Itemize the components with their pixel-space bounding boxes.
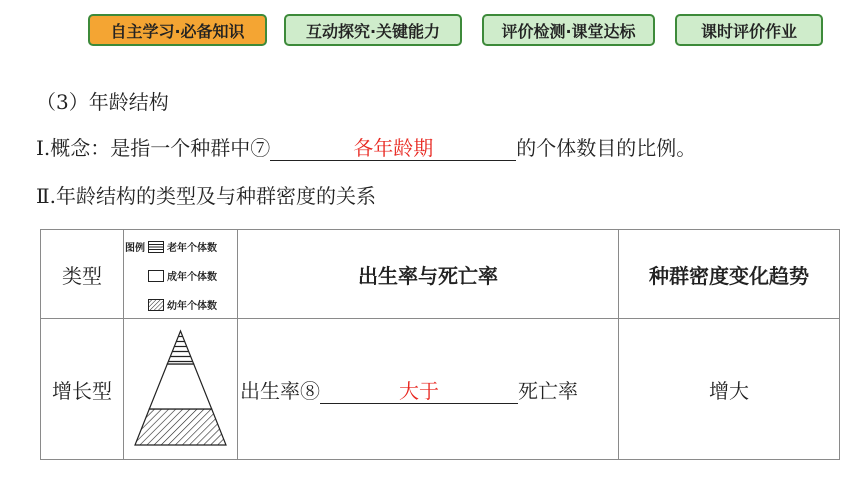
section-tabs: [88, 14, 823, 48]
types-heading: Ⅱ.年龄结构的类型及与种群密度的关系: [36, 184, 376, 208]
rate-prefix: 出生率⑧: [240, 378, 320, 403]
legend-item-young: [148, 297, 217, 312]
legend-label-young: 幼年个体数: [167, 301, 217, 312]
table-header-row: [41, 230, 840, 319]
header-trend: 种群密度变化趋势: [619, 230, 840, 319]
header-type: 类型: [41, 230, 124, 319]
legend-label-adult: 成年个体数: [167, 272, 217, 283]
tab-evaluation[interactable]: 评价检测·课堂达标: [482, 14, 655, 46]
legend-item-adult: [148, 268, 217, 283]
concept-prefix: Ⅰ.概念：是指一个种群中⑦: [36, 136, 271, 160]
legend-cell: [124, 230, 238, 319]
section-title: （3）年龄结构: [36, 90, 169, 114]
age-structure-table: [40, 229, 840, 460]
legend-item-old: [148, 239, 217, 254]
tab-self-study[interactable]: 自主学习·必备知识: [88, 14, 267, 46]
row-trend: 增大: [619, 319, 840, 460]
rate-answer-blank: 大于: [320, 379, 518, 404]
tab-homework[interactable]: 课时评价作业: [675, 14, 823, 46]
growth-pyramid-diagram: [124, 319, 237, 454]
rate-suffix: 死亡率: [518, 378, 578, 403]
row-rate: [238, 319, 619, 460]
row-type: 增长型: [41, 319, 124, 460]
blank-swatch-icon: [148, 270, 164, 282]
horizontal-stripes-swatch-icon: [148, 241, 164, 253]
concept-answer-blank: 各年龄期: [270, 136, 516, 161]
header-rate: 出生率与死亡率: [238, 230, 619, 319]
concept-line: [36, 132, 696, 161]
legend-title: 图例: [125, 243, 145, 254]
diagonal-hatch-swatch-icon: [148, 299, 164, 311]
concept-suffix: 的个体数目的比例。: [516, 136, 697, 160]
legend-label-old: 老年个体数: [167, 243, 217, 254]
tab-interactive-inquiry[interactable]: 互动探究·关键能力: [284, 14, 462, 46]
pyramid-cell: [124, 319, 238, 460]
table-row: [41, 319, 840, 460]
